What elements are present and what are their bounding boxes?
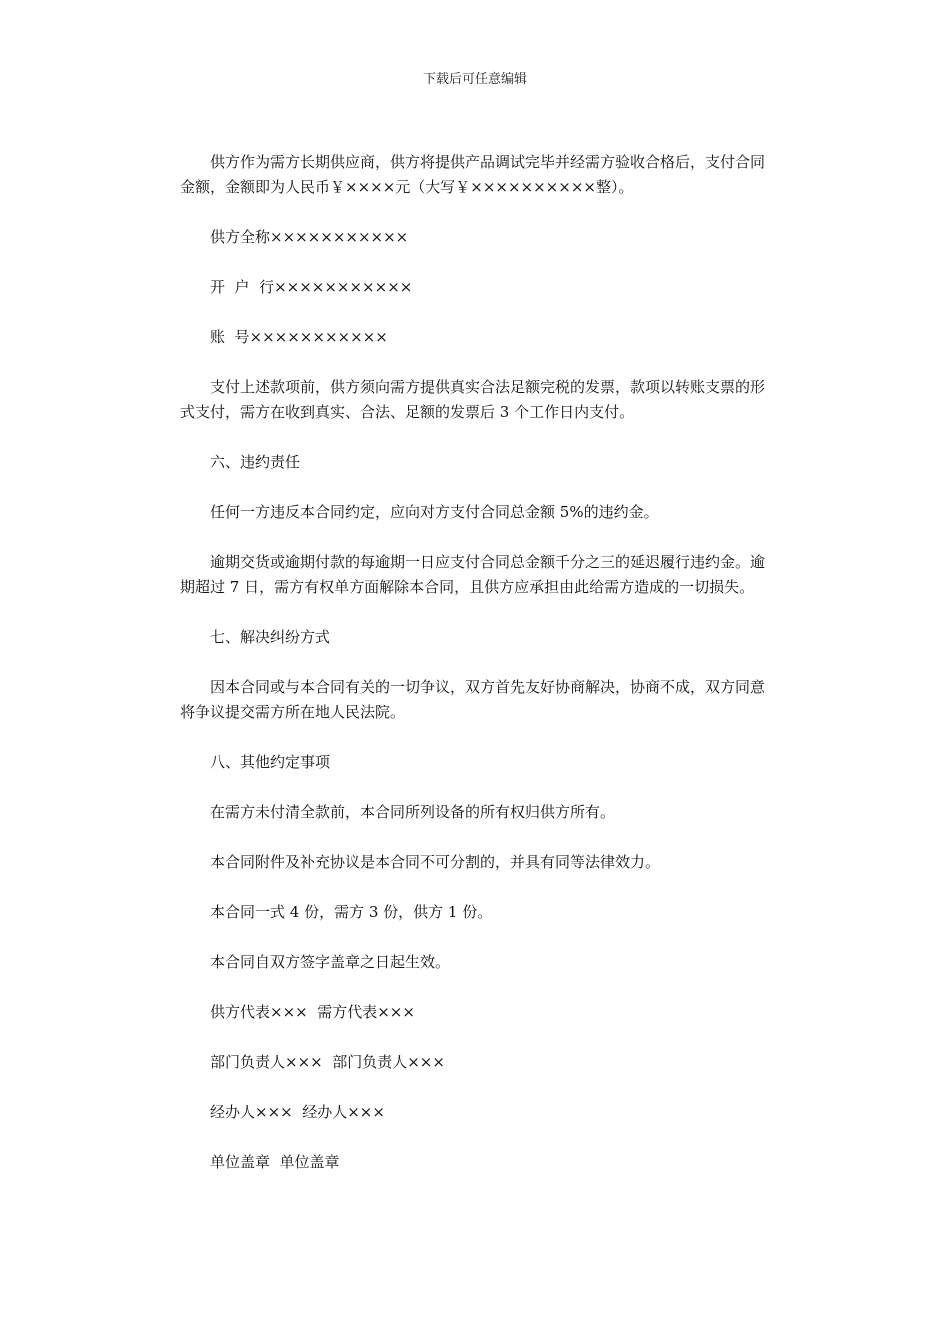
late-penalty-paragraph: 逾期交货或逾期付款的每逾期一日应支付合同总金额千分之三的延迟履行违约金。逾期超过 7 日，需方有权单方面解除本合同，且供方应承担由此给需方造成的一切损失。 bbox=[180, 553, 766, 596]
effective-paragraph: 本合同自双方签字盖章之日起生效。 bbox=[210, 953, 451, 971]
representative-line: 供方代表××× 需方代表××× bbox=[210, 1003, 415, 1021]
ownership-paragraph: 在需方未付清全款前，本合同所列设备的所有权归供方所有。 bbox=[210, 803, 616, 821]
section-heading-6: 六、违约责任 bbox=[210, 453, 301, 471]
supplier-name-line: 供方全称××××××××××× bbox=[210, 228, 409, 246]
handler-line: 经办人××× 经办人××× bbox=[210, 1103, 385, 1121]
penalty-paragraph: 任何一方违反本合同约定，应向对方支付合同总金额 5%的违约金。 bbox=[210, 503, 659, 521]
seal-line: 单位盖章 单位盖章 bbox=[210, 1153, 340, 1171]
section-heading-8: 八、其他约定事项 bbox=[210, 753, 331, 771]
document-body bbox=[180, 150, 775, 1175]
payment-terms-paragraph: 供方作为需方长期供应商，供方将提供产品调试完毕并经需方验收合格后，支付合同金额，金额即为人民币￥××××元（大写￥××××××××××整）。 bbox=[180, 153, 766, 196]
invoice-paragraph: 支付上述款项前，供方须向需方提供真实合法足额完税的发票，款项以转账支票的形式支付，需方在收到真实、合法、足额的发票后 3 个工作日内支付。 bbox=[180, 378, 766, 421]
department-head-line: 部门负责人××× 部门负责人××× bbox=[210, 1053, 445, 1071]
section-heading-7: 七、解决纠纷方式 bbox=[210, 628, 331, 646]
dispute-paragraph: 因本合同或与本合同有关的一切争议，双方首先友好协商解决，协商不成，双方同意将争议提交需方所在地人民法院。 bbox=[180, 678, 766, 721]
copies-paragraph: 本合同一式 4 份，需方 3 份，供方 1 份。 bbox=[210, 903, 493, 921]
account-line: 账 号××××××××××× bbox=[210, 328, 388, 346]
annex-paragraph: 本合同附件及补充协议是本合同不可分割的，并具有同等法律效力。 bbox=[210, 853, 661, 871]
bank-line: 开 户 行××××××××××× bbox=[210, 278, 413, 296]
header-note: 下载后可任意编辑 bbox=[422, 72, 527, 87]
